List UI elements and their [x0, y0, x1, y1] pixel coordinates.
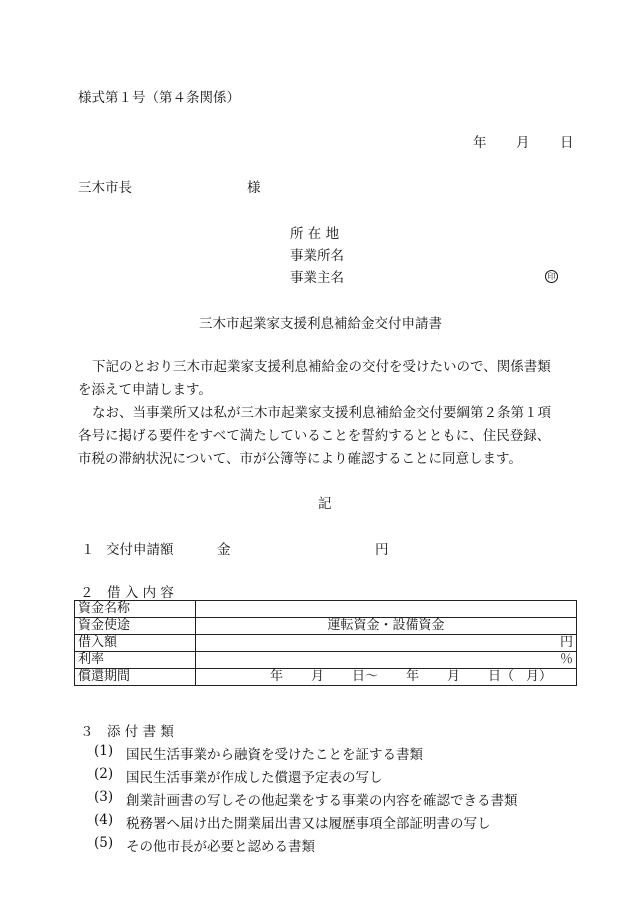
attachment-num-2: (2)	[94, 766, 114, 782]
fund-use-label: 資金使途	[75, 618, 196, 635]
section1-kin: 金	[217, 542, 231, 558]
period-month-2: 月	[447, 669, 461, 684]
period-day-2: 日（	[488, 669, 515, 684]
body-line-5: 市税の滞納状況について、市が公簿等により確認することに同意します。	[78, 451, 522, 467]
business-name-label: 事業所名	[290, 248, 344, 264]
location-label: 所 在 地	[290, 226, 340, 242]
rate-label: 利率	[75, 652, 196, 669]
table-row	[75, 652, 577, 669]
period-month-1: 月	[310, 669, 324, 684]
date-year: 年	[473, 135, 487, 151]
attachment-num-5: (5)	[94, 835, 114, 851]
body-line-3: なお、当事業所又は私が三木市起業家支援利息補給金交付要綱第２条第１項	[92, 405, 551, 421]
document-title: 三木市起業家支援利息補給金交付申請書	[199, 316, 442, 332]
section2-heading: ２ 借 入 内 容	[80, 585, 174, 601]
addressee-honorific: 様	[247, 180, 261, 196]
table-row	[75, 669, 577, 686]
body-line-1: 下記のとおり三木市起業家支援利息補給金の交付を受けたいので、関係書類	[92, 359, 551, 375]
section3-heading: ３ 添 付 書 類	[80, 724, 174, 740]
table-row	[75, 618, 577, 635]
section1-number: １	[81, 542, 95, 558]
attachment-text-4: 税務署へ届け出た開業届出書又は履歴事項全部証明書の写し	[126, 816, 491, 832]
fund-use-value: 運転資金・設備資金	[196, 618, 577, 635]
owner-name-label: 事業主名	[290, 270, 344, 286]
attachment-text-1: 国民生活事業から融資を受けたことを証する書類	[126, 747, 423, 763]
period-months: 月）	[526, 669, 553, 684]
attachment-text-3: 創業計画書の写しその他起業をする事業の内容を確認できる書類	[126, 793, 518, 809]
form-label: 様式第１号（第４条関係）	[78, 90, 240, 106]
amount-unit: 円	[196, 635, 577, 652]
attachment-text-5: その他市長が必要と認める書類	[126, 839, 315, 855]
attachment-text-2: 国民生活事業が作成した償還予定表の写し	[126, 770, 383, 786]
amount-label: 借入額	[75, 635, 196, 652]
loan-table	[74, 600, 577, 686]
table-row	[75, 601, 577, 618]
attachment-num-3: (3)	[94, 789, 114, 805]
addressee-name: 三木市長	[78, 180, 132, 196]
section1-label: 交付申請額	[106, 542, 174, 558]
section1-yen: 円	[375, 542, 389, 558]
period-day-1: 日～	[351, 669, 378, 684]
seal-mark: 印	[545, 267, 558, 283]
attachment-num-4: (4)	[94, 812, 114, 828]
body-line-4: 各号に掲げる要件をすべて満たしていることを誓約するとともに、住民登録、	[78, 428, 551, 444]
period-value	[196, 669, 577, 686]
date-day: 日	[560, 135, 574, 151]
attachment-num-1: (1)	[94, 743, 114, 759]
table-row	[75, 635, 577, 652]
fund-name-value	[196, 601, 577, 618]
ki-mark: 記	[318, 496, 332, 512]
period-year-1: 年	[269, 669, 283, 684]
body-line-2: を添えて申請します。	[78, 382, 212, 398]
date-month: 月	[516, 135, 530, 151]
fund-name-label: 資金名称	[75, 601, 196, 618]
rate-unit: ％	[196, 652, 577, 669]
period-label: 償還期間	[75, 669, 196, 686]
period-year-2: 年	[405, 669, 419, 684]
